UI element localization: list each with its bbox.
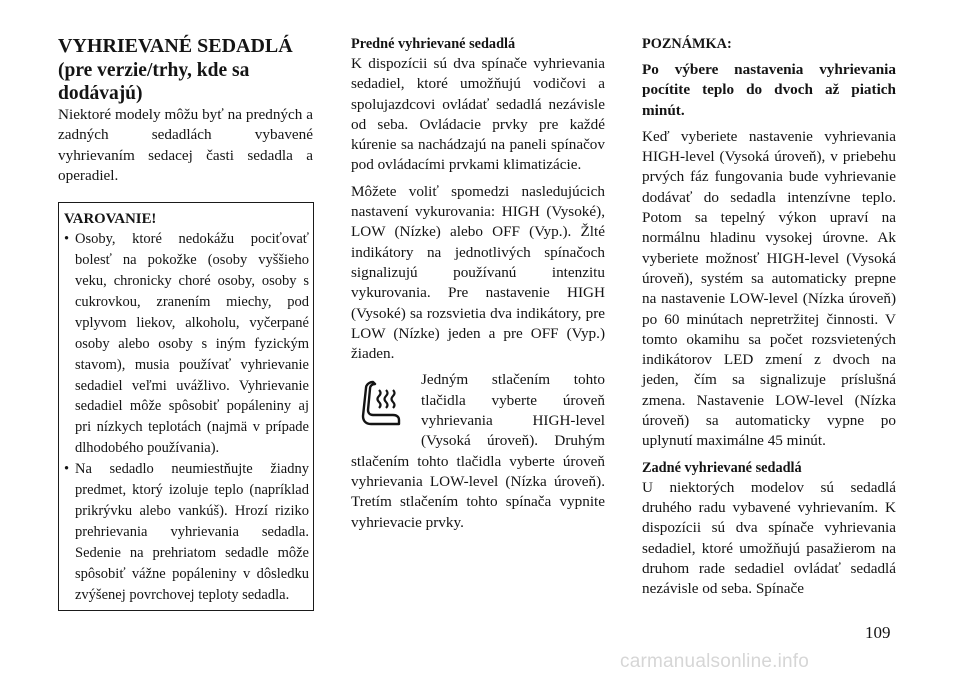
- rear-seats-paragraph: U niektorých modelov sú sedadlá druhého radu vybavené vyhrievaním. K dispozícii sú dva spínače vyhrievania sedadiel, ktoré umožňujú pasažierom na druhom rade sedadiel ovládať sedadlá nezávisle od seba. Spínače: [642, 478, 896, 598]
- page-number: 109: [865, 623, 891, 642]
- left-column: [58, 34, 313, 611]
- note-title: POZNÁMKA:: [642, 36, 732, 52]
- warning-box: [58, 202, 314, 610]
- front-seats-paragraph: K dispozícii sú dva spínače vyhrievania sedadiel, ktoré umožňujú vodičovi a spolujazdcovi ovládať sedadlá nezávisle od seba. Ovládacie prvky pre každé kúrenie sa nachádzajú na paneli spínačov pod ovládacími prvkami klimatizácie.: [351, 55, 605, 174]
- high-level-paragraph: Keď vyberiete nastavenie vyhrievania HIGH-level (Vysoká úroveň), v priebehu prvých fáz fungovania bude vyhrievanie dodávať do sedadla intenzívne teplo. Potom sa tepelný výkon upraví na normálnu hladinu vysokej úrovne. Ak vyberiete možnosť HIGH-level (Vysoká úroveň), systém sa automaticky prepne na nastavenie LOW-level (Nízka úroveň) po 60 minútach nepretržitej činnosti. V tomto okamihu sa počet rozsvietených indikátorov LED zmení z dvoch na jeden, čím sa signalizuje príslušná zmena. Nastavenie LOW-level (Nízka úroveň) sa automaticky vypne po uplynutí maximálne 45 minút.: [642, 127, 896, 450]
- warning-title: VAROVANIE!: [64, 211, 157, 228]
- note-bold-text: Po výbere nastavenia vyhrievania pocítite teplo do dvoch až piatich minút.: [642, 61, 896, 119]
- page-title: VYHRIEVANÉ SEDADLÁ: [58, 35, 293, 57]
- warning-item: • Osoby, ktoré nedokážu pociťovať bolesť na pokožke (osoby vyššieho veku, chronicky choré osoby, osoby s cukrovkou, zranením miechy, pod vplyvom liekov, alkoholu, vyčerpané osoby alebo osoby s iným fyzickým stavom), musia používať vyhrievanie sedadiel veľmi uvážlivo. Vyhrievanie sedadiel môže spôsobiť popáleniny aj pri nízkych teplotách (najmä v prípade dlhodobého používania).: [64, 229, 309, 459]
- button-instructions-text: Jedným stlačením tohto tlačidla vyberte úroveň vyhrievania HIGH-level (Vysoká úroveň). Druhým stlačením tohto tlačidla vyberte úroveň vyhrievania LOW-level (Nízka úroveň). Tretím stlačením tohto spínača vypnite vyhrievacie prvky.: [351, 371, 605, 531]
- heat-settings-paragraph: Môžete voliť spomedzi nasledujúcich nastavení vykurovania: HIGH (Vysoké), LOW (Nízke) alebo OFF (Vyp.). Žlté indikátory na jednotlivých spínačoch signalizujú používanú intenzitu vykurovania. Pre nastavenie HIGH (Vysoké) sa rozsvietia dva indikátory, pre LOW (Nízke) jeden a pre OFF (Vyp.) žiaden.: [351, 182, 605, 363]
- warning-item: • Na sedadlo neumiestňujte žiadny predmet, ktorý izoluje teplo (napríklad prikrývku alebo vankúš). Hrozí riziko prehrievania vyhrievania sedadla. Sedenie na prehriatom sedadle môže spôsobiť vážne popáleniny v dôsledku zvýšenej povrchovej teploty sedadla.: [64, 459, 309, 605]
- page-subtitle: (pre verzie/trhy, kde sa dodávajú): [58, 60, 250, 104]
- right-column: [642, 34, 896, 605]
- rear-heated-seats-heading: Zadné vyhrievané sedadlá: [642, 459, 802, 476]
- intro-paragraph: Niektoré modely môžu byť na predných a zadných sedadlách vybavené vyhrievaním sedacej časti sedadla a operadiel.: [58, 106, 313, 184]
- seat-heater-icon: [357, 380, 407, 428]
- button-instructions: [351, 370, 605, 532]
- front-heated-seats-heading: Predné vyhrievané sedadlá: [351, 36, 516, 52]
- watermark: carmanualsonline.info: [620, 651, 810, 672]
- middle-column: [351, 34, 605, 539]
- warning-list: [64, 229, 309, 605]
